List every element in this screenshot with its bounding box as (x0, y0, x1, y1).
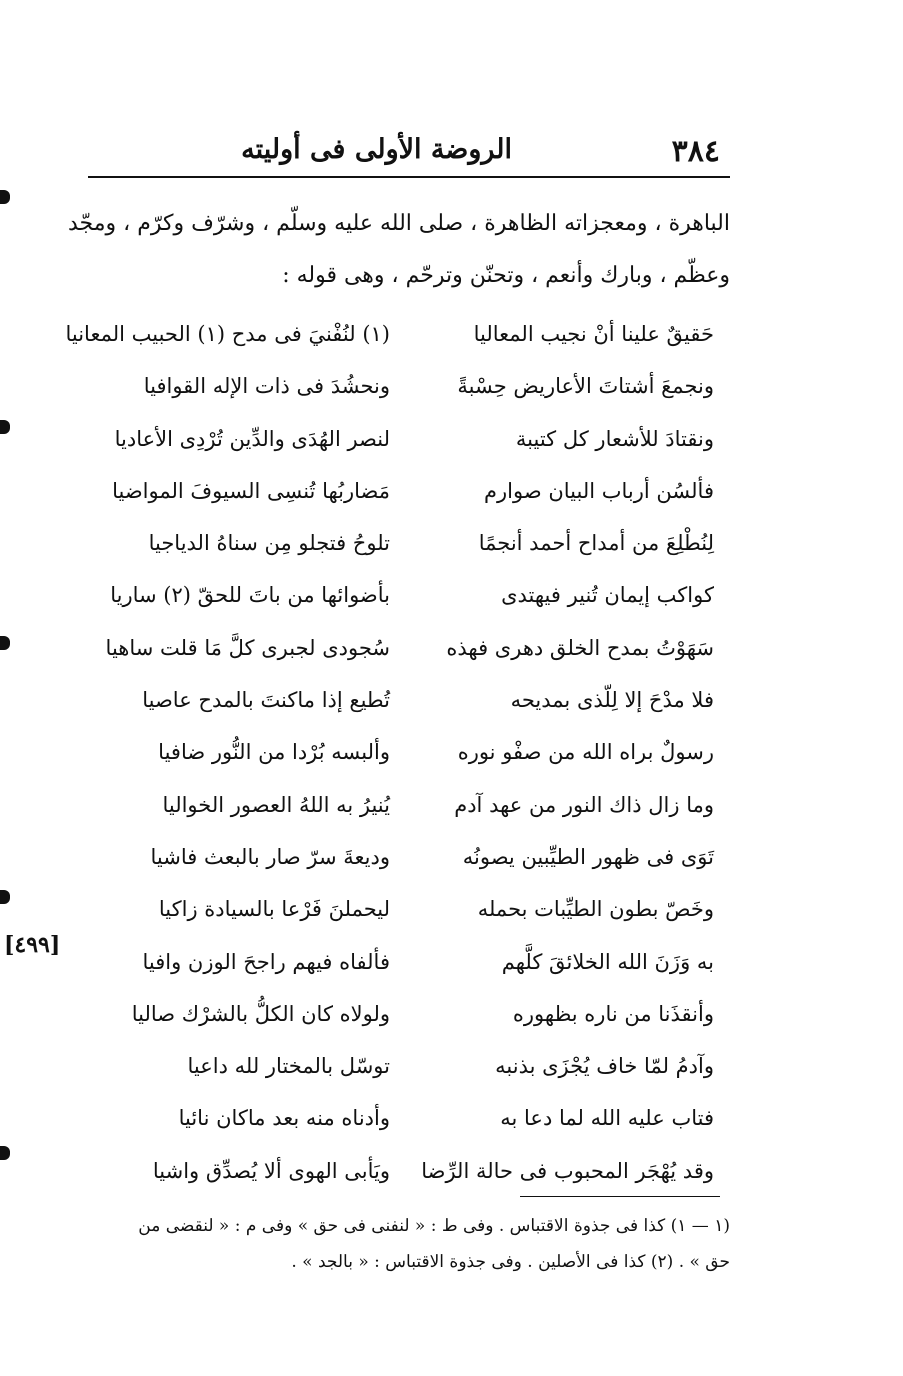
verse (100, 1044, 714, 1096)
header-rule (88, 176, 730, 178)
verse-second-hemistich: ويَأبى الهوى ألا يُصدِّق واشيا (152, 1158, 390, 1183)
footnote-line: حق » . (٢) كذا فى الأصلين . وفى جذوة الاقتباس : « بالجد » . (291, 1252, 730, 1272)
verse (100, 521, 714, 573)
prose-line: الباهرة ، ومعجزاته الظاهرة ، صلى الله عليه وسلّم ، وشرّف وكرّم ، ومجّد (68, 211, 730, 236)
verse-second-hemistich: يُنيرُ به اللهُ العصور الخواليا (162, 792, 390, 817)
prose-line: وعظّم ، وبارك وأنعم ، وتحنّن وترحّم ، وهى قوله : (282, 263, 730, 288)
verse-second-hemistich: تُطيع إذا ماكنتَ بالمدح عاصيا (142, 688, 390, 713)
verse (100, 469, 714, 521)
verse (100, 678, 714, 730)
verse-second-hemistich: (١) لنُفْنيَ فى مدح (١) الحبيب المعانيا (65, 322, 390, 346)
footnote-line: (١ — ١) كذا فى جذوة الاقتباس . وفى ط : « لنفنى فى حق » وفى م : « لنقضى من (138, 1216, 730, 1236)
verse-first-hemistich: وما زال ذاك النور من عهد آدم (454, 792, 714, 817)
verse-first-hemistich: تَوَى فى ظهور الطيِّبين يصونُه (462, 844, 714, 869)
poem (65, 312, 714, 1201)
verse-first-hemistich: ونقتادَ للأشعار كل كتيبة (515, 426, 714, 451)
verse-second-hemistich: ونحشُدَ فى ذات الإله القوافيا (143, 374, 390, 399)
verse-second-hemistich: توسّل بالمختار لله داعيا (187, 1054, 390, 1079)
verse-second-hemistich: ليحملنَ فَرْعا بالسيادة زاكيا (158, 897, 390, 922)
margin-mark (0, 420, 10, 434)
prose-paragraph (68, 198, 730, 302)
verse-first-hemistich: به وَزَنَ الله الخلائقَ كلَّهم (501, 949, 714, 974)
verse-second-hemistich: وديعةَ سرّ صار بالبعث فاشيا (150, 844, 390, 869)
verse (100, 1149, 714, 1201)
verse-first-hemistich: وخَصّ بطون الطيِّبات بحمله (477, 897, 714, 922)
verse-second-hemistich: بأضوائها من باتَ للحقّ (٢) ساريا (110, 583, 390, 608)
verse-first-hemistich: لِنُطْلِعَ من أمداح أحمد أنجمًا (478, 531, 714, 556)
verse-first-hemistich: وقد يُهْجَر المحبوب فى حالة الرِّضا (421, 1158, 714, 1183)
verse-first-hemistich: فتاب عليه الله لما دعا به (500, 1106, 714, 1131)
verse-first-hemistich: رسولٌ براه الله من صفْو نوره (457, 740, 714, 765)
verse-second-hemistich: مَضاربُها تُنسِى السيوفَ المواضيا (112, 478, 390, 503)
verse-first-hemistich: حَقيقٌ علينا أنْ نجيب المعاليا (473, 322, 714, 346)
verse-first-hemistich: فألسُن أرباب البيان صوارم (484, 478, 714, 503)
verse (100, 992, 714, 1044)
margin-mark (0, 190, 10, 204)
verse-first-hemistich: وأنقذَنا من ناره بظهوره (512, 1001, 714, 1026)
verse-second-hemistich: تلوحُ فتجلو مِن سناهُ الدياجيا (148, 531, 390, 556)
verse-first-hemistich: فلا مدْحَ إلا لِلّذى بمديحه (510, 688, 714, 713)
verse (100, 887, 714, 939)
verse (100, 730, 714, 782)
verse-first-hemistich: ونجمعَ أشتاتَ الأعاريض حِسْبةً (457, 374, 714, 399)
verse (100, 783, 714, 835)
verse-first-hemistich: سَهَوْتُ بمدح الخلق دهرى فهذه (446, 635, 714, 660)
verse-second-hemistich: سُجودى لجبرى كلَّ مَا قلت ساهيا (105, 635, 390, 660)
verse-first-hemistich: كواكب إيمان تُنير فيهتدى (501, 583, 714, 608)
margin-mark (0, 636, 10, 650)
page-header (88, 128, 730, 174)
page-number: ٣٨٤ (671, 134, 720, 169)
margin-mark (0, 1146, 10, 1160)
side-reference: [٤٩٩] (4, 932, 61, 958)
verse (100, 417, 714, 469)
verse-second-hemistich: وألبسه بُرْدا من النُّور ضافيا (158, 740, 390, 765)
verse (100, 364, 714, 416)
verse (100, 940, 714, 992)
verse (100, 573, 714, 625)
verse (100, 626, 714, 678)
footnote-rule (520, 1196, 720, 1197)
verse (100, 1096, 714, 1148)
margin-mark (0, 890, 10, 904)
verse (100, 835, 714, 887)
verse (65, 312, 714, 364)
footnotes (70, 1208, 730, 1280)
verse-second-hemistich: ولولاه كان الكلُّ بالشرْك صاليا (131, 1001, 390, 1026)
verse-second-hemistich: وأدناه منه بعد ماكان نائيا (178, 1106, 390, 1131)
running-title: الروضة الأولى فى أوليته (241, 134, 512, 165)
verse-second-hemistich: فألفاه فيهم راجحَ الوزن وافيا (142, 949, 390, 974)
verse-second-hemistich: لنصر الهُدَى والدِّين تُرْدِى الأعاديا (114, 426, 390, 451)
verse-first-hemistich: وآدمُ لمّا خاف يُجْزَى بذنبه (495, 1054, 714, 1079)
